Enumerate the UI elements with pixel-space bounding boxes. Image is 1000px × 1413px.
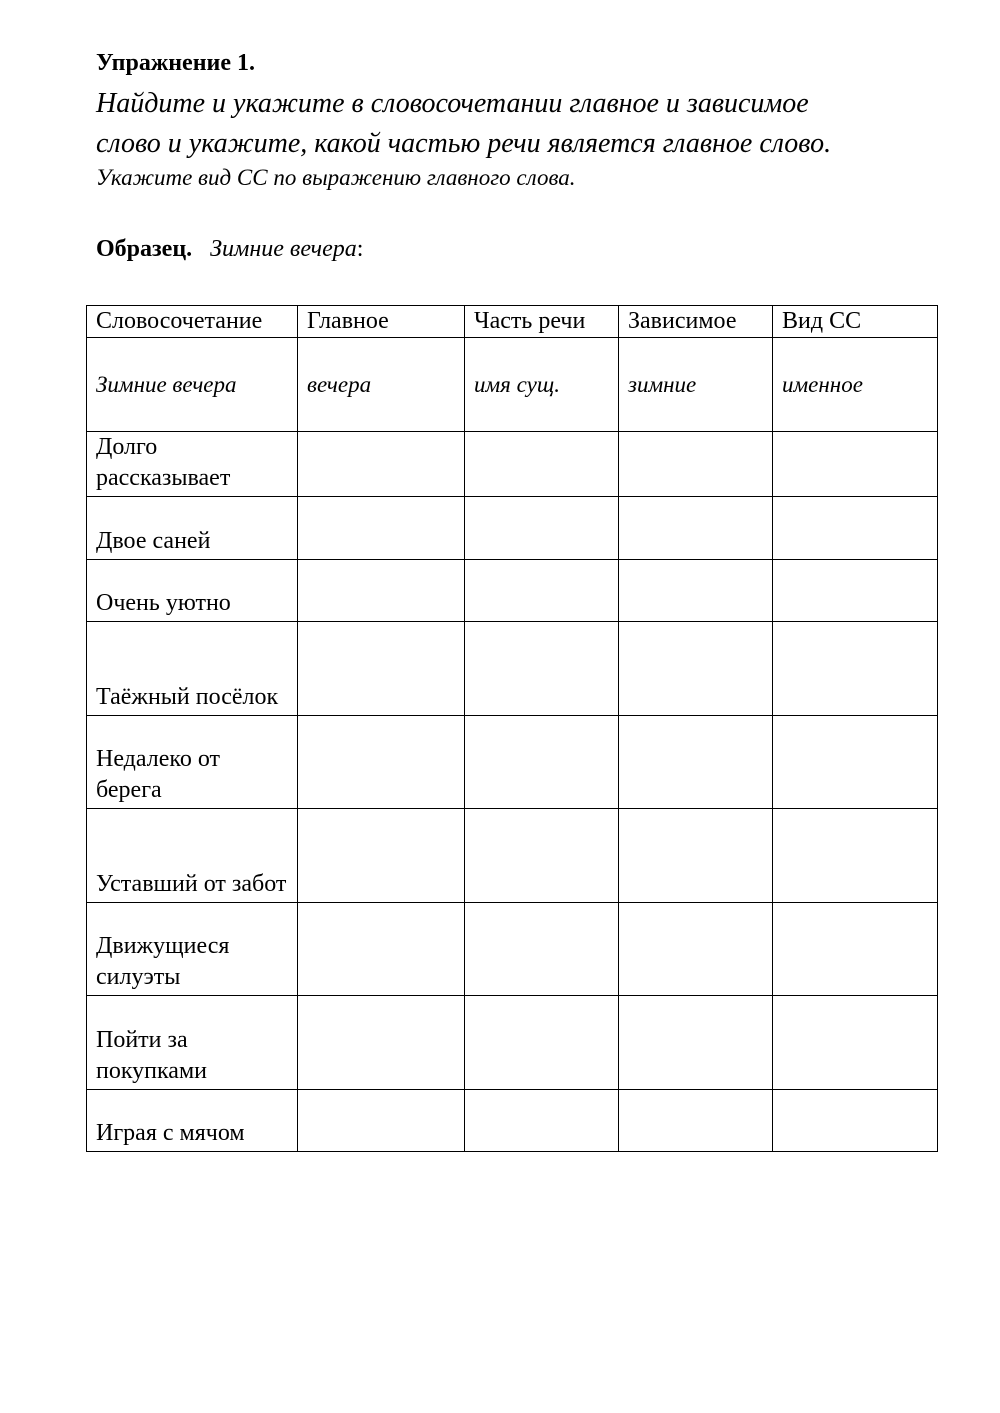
answer-phrase-type-cell[interactable] <box>773 432 938 497</box>
answer-dependent-word-cell[interactable] <box>619 903 773 996</box>
sample-main-word-cell: вечера <box>298 338 465 432</box>
instruction-subtext: Укажите вид СС по выражению главного слова. <box>96 165 576 190</box>
sample-line <box>96 236 363 263</box>
answer-part-of-speech-cell[interactable] <box>465 996 619 1090</box>
sample-part-of-speech-cell: имя сущ. <box>465 338 619 432</box>
table-row <box>87 809 938 903</box>
answer-dependent-word-cell[interactable] <box>619 497 773 560</box>
exercise-title: Упражнение 1. <box>96 50 256 76</box>
answer-part-of-speech-cell[interactable] <box>465 497 619 560</box>
answer-main-word-cell[interactable] <box>298 903 465 996</box>
sample-colon: : <box>356 236 364 262</box>
phrase-cell: Двое саней <box>87 497 298 560</box>
answer-main-word-cell[interactable] <box>298 560 465 622</box>
answer-dependent-word-cell[interactable] <box>619 560 773 622</box>
answer-phrase-type-cell[interactable] <box>773 903 938 996</box>
table-sample-row <box>87 338 938 432</box>
table-row <box>87 432 938 497</box>
phrase-cell: Очень уютно <box>87 560 298 622</box>
answer-part-of-speech-cell[interactable] <box>465 903 619 996</box>
instruction-text <box>96 84 946 164</box>
answer-phrase-type-cell[interactable] <box>773 809 938 903</box>
answer-phrase-type-cell[interactable] <box>773 497 938 560</box>
answer-main-word-cell[interactable] <box>298 622 465 716</box>
sample-phrase-cell: Зимние вечера <box>87 338 298 432</box>
instruction-line-2: слово и укажите, какой частью речи является главное слово. <box>96 128 832 159</box>
answer-main-word-cell[interactable] <box>298 716 465 809</box>
exercise-table <box>86 305 938 1152</box>
answer-main-word-cell[interactable] <box>298 996 465 1090</box>
phrase-cell: Пойти за покупками <box>87 996 298 1090</box>
table-row <box>87 560 938 622</box>
answer-dependent-word-cell[interactable] <box>619 716 773 809</box>
table-row <box>87 622 938 716</box>
table-row <box>87 903 938 996</box>
answer-main-word-cell[interactable] <box>298 497 465 560</box>
header-part-of-speech: Часть речи <box>465 306 619 338</box>
phrase-cell: Недалеко от берега <box>87 716 298 809</box>
phrase-cell: Играя с мячом <box>87 1090 298 1152</box>
answer-part-of-speech-cell[interactable] <box>465 809 619 903</box>
answer-main-word-cell[interactable] <box>298 1090 465 1152</box>
table-row <box>87 716 938 809</box>
answer-phrase-type-cell[interactable] <box>773 996 938 1090</box>
answer-dependent-word-cell[interactable] <box>619 809 773 903</box>
phrase-cell: Движущиеся силуэты <box>87 903 298 996</box>
answer-dependent-word-cell[interactable] <box>619 1090 773 1152</box>
sample-label: Образец. <box>96 236 193 262</box>
answer-part-of-speech-cell[interactable] <box>465 716 619 809</box>
answer-dependent-word-cell[interactable] <box>619 996 773 1090</box>
header-main-word: Главное <box>298 306 465 338</box>
answer-main-word-cell[interactable] <box>298 809 465 903</box>
answer-main-word-cell[interactable] <box>298 432 465 497</box>
answer-part-of-speech-cell[interactable] <box>465 560 619 622</box>
header-dependent-word: Зависимое <box>619 306 773 338</box>
answer-part-of-speech-cell[interactable] <box>465 1090 619 1152</box>
table-header-row <box>87 306 938 338</box>
answer-phrase-type-cell[interactable] <box>773 622 938 716</box>
sample-example: Зимние вечера <box>210 236 357 262</box>
table-row <box>87 1090 938 1152</box>
phrase-cell: Долго рассказывает <box>87 432 298 497</box>
answer-dependent-word-cell[interactable] <box>619 622 773 716</box>
sample-dependent-word-cell: зимние <box>619 338 773 432</box>
phrase-cell: Уставший от забот <box>87 809 298 903</box>
phrase-cell: Таёжный посёлок <box>87 622 298 716</box>
answer-phrase-type-cell[interactable] <box>773 1090 938 1152</box>
answer-phrase-type-cell[interactable] <box>773 716 938 809</box>
table-row <box>87 497 938 560</box>
instruction-line-1: Найдите и укажите в словосочетании главное и зависимое <box>96 88 809 119</box>
header-phrase-type: Вид СС <box>773 306 938 338</box>
header-phrase: Словосочетание <box>87 306 298 338</box>
table-row <box>87 996 938 1090</box>
sample-phrase-type-cell: именное <box>773 338 938 432</box>
answer-phrase-type-cell[interactable] <box>773 560 938 622</box>
answer-part-of-speech-cell[interactable] <box>465 622 619 716</box>
answer-dependent-word-cell[interactable] <box>619 432 773 497</box>
answer-part-of-speech-cell[interactable] <box>465 432 619 497</box>
